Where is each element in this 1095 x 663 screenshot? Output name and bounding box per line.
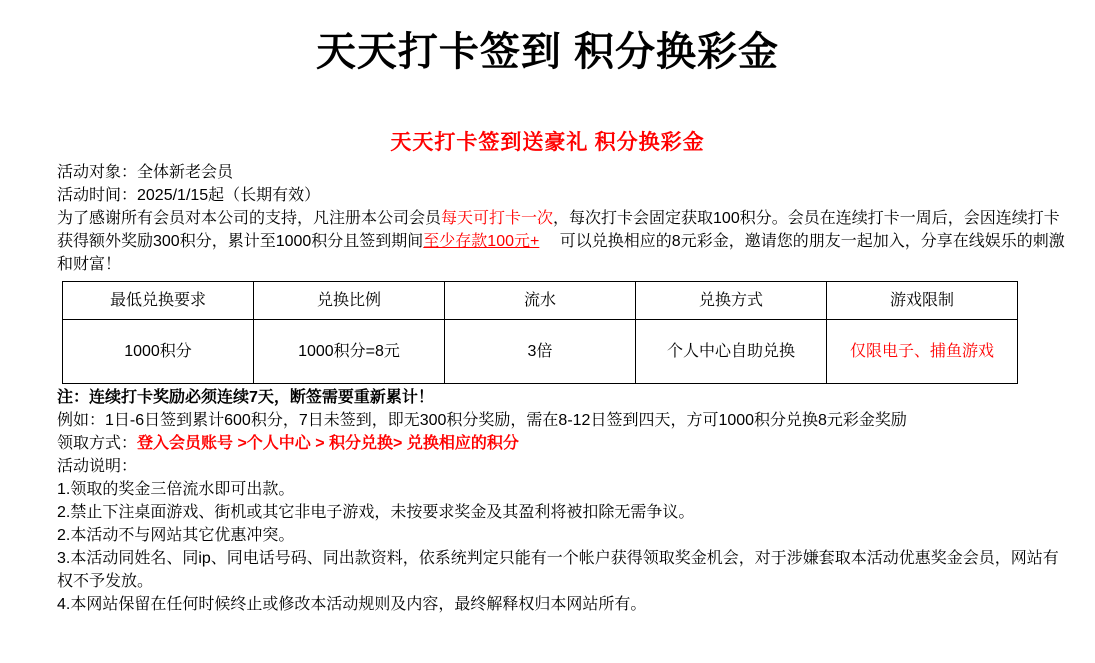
- description-item-3: 2.本活动不与网站其它优惠冲突。: [57, 527, 295, 544]
- note-claim-method: [57, 432, 1067, 455]
- intro-highlight-daily-checkin: 每天可打卡一次: [441, 210, 554, 227]
- cell-exchange-method: 个人中心自助兑换: [636, 320, 827, 384]
- cell-min-exchange: 1000积分: [63, 320, 254, 384]
- page-subtitle: 天天打卡签到送豪礼 积分换彩金: [390, 130, 705, 154]
- cell-exchange-ratio: 1000积分=8元: [254, 320, 445, 384]
- intro-paragraph: [57, 207, 1067, 276]
- content-area: [57, 161, 1067, 616]
- note-consecutive-rule: 注：连续打卡奖励必须连续7天，断签需要重新累计！: [57, 389, 434, 406]
- col-header-turnover: 流水: [445, 282, 636, 320]
- col-header-game-restriction: 游戏限制: [827, 282, 1018, 320]
- intro-text-3: 可以兑换相应的8元彩金，邀请您的朋友一起加入，分享在线娱乐的刺激和财富！: [57, 233, 1065, 273]
- claim-method-path: 登入会员账号 >个人中心 > 积分兑换> 兑换相应的积分: [137, 435, 519, 452]
- description-item-5: 4.本网站保留在任何时候终止或修改本活动规则及内容，最终解释权归本网站所有。: [57, 596, 647, 613]
- intro-highlight-min-deposit: 至少存款100元+: [423, 233, 540, 250]
- activity-description-title: 活动说明：: [57, 458, 138, 475]
- exchange-rules-table: [62, 281, 1018, 384]
- cell-game-restriction: 仅限电子、捕鱼游戏: [827, 320, 1018, 384]
- intro-text-2: ，每次打卡会固定获取100积分。会员在连续打卡一周后，会因连续打卡获得额外奖励300积分，累计至1000积分且签到期间: [57, 210, 1060, 250]
- activity-time-line: 活动时间：2025/1/15起（长期有效）: [57, 187, 321, 204]
- col-header-exchange-method: 兑换方式: [636, 282, 827, 320]
- description-item-4: 3.本活动同姓名、同ip、同电话号码、同出款资料，依系统判定只能有一个帐户获得领取奖金机会，对于涉嫌套取本活动优惠奖金会员，网站有权不予发放。: [57, 550, 1059, 590]
- table-header-row: [63, 282, 1018, 320]
- col-header-min-exchange: 最低兑换要求: [63, 282, 254, 320]
- note-example: 例如：1日-6日签到累计600积分，7日未签到，即无300积分奖励，需在8-12日签到四天，方可1000积分兑换8元彩金奖励: [57, 412, 907, 429]
- page-title: 天天打卡签到 积分换彩金: [315, 30, 780, 74]
- description-item-1: 1.领取的奖金三倍流水即可出款。: [57, 481, 295, 498]
- col-header-exchange-ratio: 兑换比例: [254, 282, 445, 320]
- claim-method-label: 领取方式：: [57, 435, 138, 452]
- promo-page: [0, 26, 1095, 616]
- intro-text-1: 为了感谢所有会员对本公司的支持，凡注册本公司会员: [57, 210, 442, 227]
- description-item-2: 2.禁止下注桌面游戏、街机或其它非电子游戏，未按要求奖金及其盈利将被扣除无需争议。: [57, 504, 695, 521]
- activity-audience-line: 活动对象：全体新老会员: [57, 164, 234, 181]
- cell-turnover: 3倍: [445, 320, 636, 384]
- table-row: [63, 320, 1018, 384]
